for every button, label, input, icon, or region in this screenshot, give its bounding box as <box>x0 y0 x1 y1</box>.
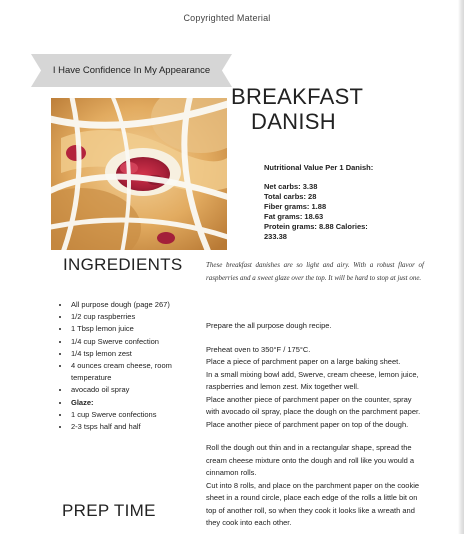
nutrition-line: Total carbs: 28 <box>264 192 317 201</box>
recipe-intro: These breakfast danishes are so light and airy. With a robust flavor of raspberries and a sweet glaze over the top. It will be hard to stop at just one. <box>206 261 424 282</box>
page-edge-shadow <box>458 0 464 534</box>
breakfast-danish-photo <box>51 98 227 250</box>
direction-step: Roll the dough out thin and in a rectangular shape, spread the cream cheese mixture onto the dough and roll like you would a cinnamon rolls. <box>206 443 415 477</box>
ingredient-item: • 2-3 tsps half and half <box>70 421 210 433</box>
direction-step: Place another piece of parchment paper on the counter, spray with avocado oil spray, place the dough on the parchment paper. Place another piece of parchment paper on top of the dough. <box>206 394 421 429</box>
nutrition-panel <box>264 163 454 242</box>
ingredient-item: • 1/4 tsp lemon zest <box>70 348 210 360</box>
nutrition-line: Protein grams: 8.88 Calories: <box>264 222 368 231</box>
ingredient-item: • 1 cup Swerve confections <box>70 409 210 421</box>
nutrition-line: Fiber grams: 1.88 <box>264 202 327 211</box>
ingredients-heading: INGREDIENTS <box>63 255 183 274</box>
glaze-subheading: • Glaze: <box>70 397 210 409</box>
recipe-title-line1: BREAKFAST <box>231 84 364 109</box>
direction-step: Preheat oven to 350°F / 175°C. <box>206 344 311 354</box>
direction-step: In a small mixing bowl add, Swerve, cream cheese, lemon juice, raspberries and lemon zest. Mix together well. <box>206 369 419 391</box>
direction-step: Cut into 8 rolls, and place on the parchment paper on the cookie sheet in a round circle, place each edge of the rolls a little bit on top of another roll, so when they cook it looks like a wreath and they cook into each other. <box>206 480 420 527</box>
recipe-title-line2: DANISH <box>251 109 336 134</box>
ingredient-item: • 1 Tbsp lemon juice <box>70 323 210 335</box>
direction-step: Prepare the all purpose dough recipe. <box>206 321 332 330</box>
direction-step: Place a piece of parchment paper on a large baking sheet. <box>206 357 401 366</box>
nutrition-heading: Nutritional Value Per 1 Danish: <box>264 163 374 172</box>
chapter-banner-label: I Have Confidence In My Appearance <box>52 65 211 76</box>
nutrition-line: 233.38 <box>264 232 287 241</box>
prep-time-heading: PREP TIME <box>62 501 156 520</box>
nutrition-line: Net carbs: 3.38 <box>264 182 318 191</box>
copyright-notice: Copyrighted Material <box>183 13 271 23</box>
nutrition-line: Fat grams: 18.63 <box>264 212 324 221</box>
recipe-title <box>231 84 431 134</box>
ingredient-item: • All purpose dough (page 267) <box>70 299 210 311</box>
directions <box>206 320 424 530</box>
ingredient-item: • 1/4 cup Swerve confection <box>70 336 210 348</box>
ingredients-list <box>62 299 210 433</box>
ingredient-item: • 4 ounces cream cheese, room temperature <box>70 360 210 384</box>
ingredient-item: • 1/2 cup raspberries <box>70 311 210 323</box>
ingredient-item: • avocado oil spray <box>70 384 210 396</box>
